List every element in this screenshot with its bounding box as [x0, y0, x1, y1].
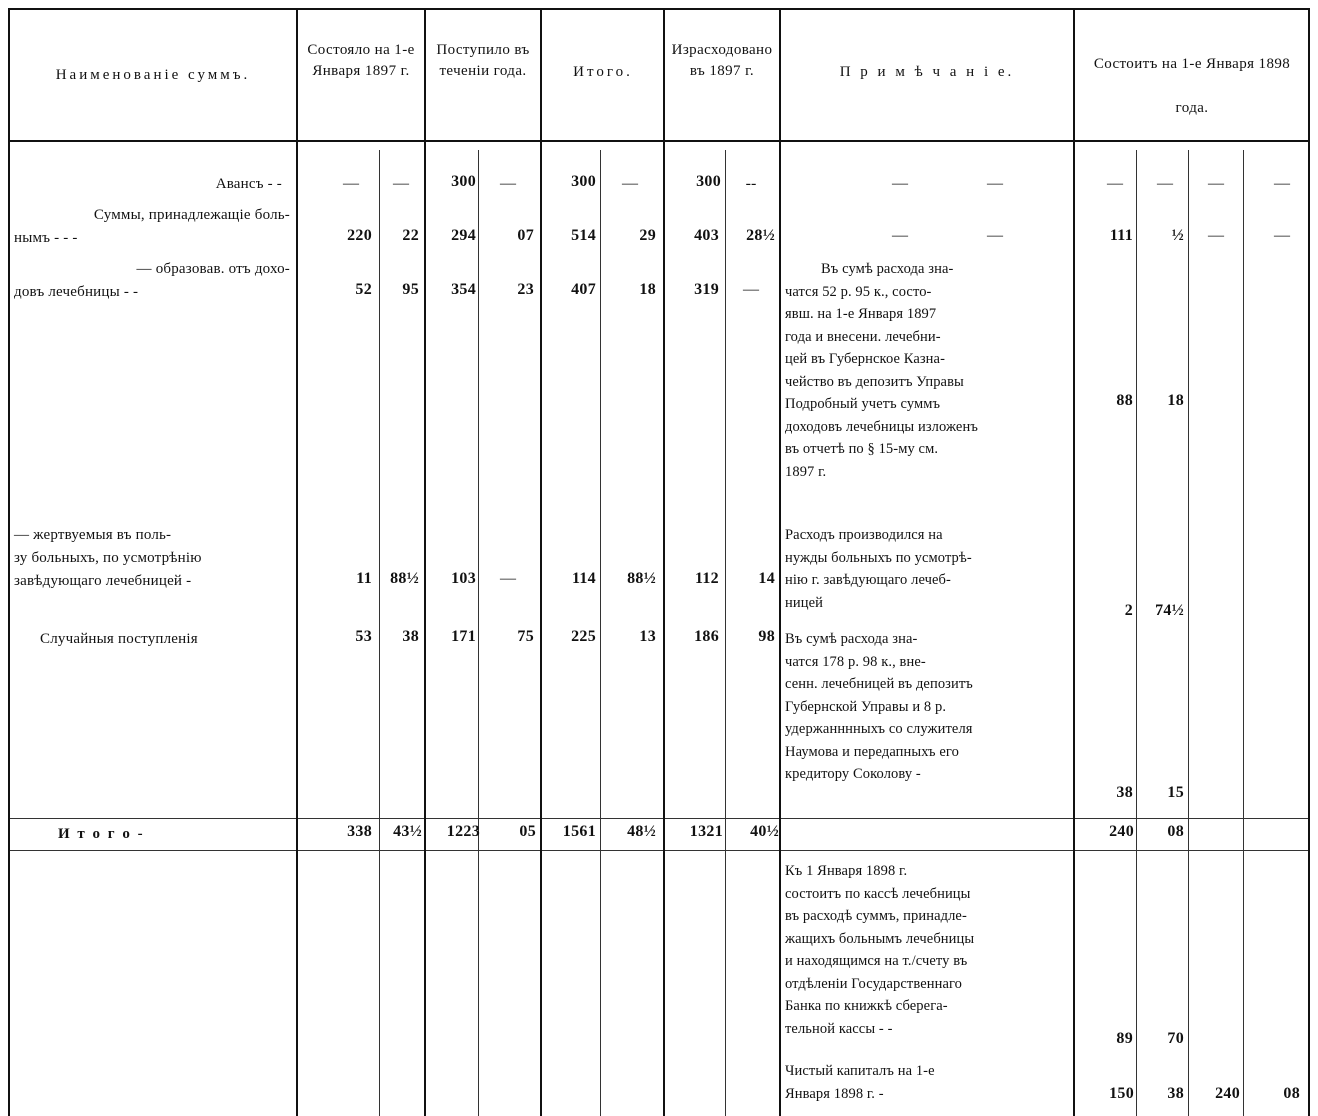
row-label-income-derived-l1: — образовав. отъ дохо- [136, 261, 290, 277]
rule-right-edge [1308, 8, 1310, 1116]
row4-state-r: 11 [356, 570, 372, 587]
note1-rest-r: 88 [1116, 392, 1133, 409]
rule-income-mid [478, 150, 479, 1116]
row2-rest-k: ½ [1171, 227, 1184, 244]
row2-state-r: 220 [347, 227, 372, 244]
rule-names-right [296, 8, 298, 1116]
total-spent-k: 40½ [750, 823, 779, 840]
row5-income-r: 171 [451, 628, 476, 645]
total-income-k: 05 [519, 823, 536, 840]
note-block-3 [785, 628, 1069, 786]
row2-spent-r: 403 [694, 227, 719, 244]
note1-line-4: цей въ Губернское Казна- [785, 351, 946, 367]
rule-rest-mid2 [1188, 150, 1189, 1116]
total-state-k: 43½ [393, 823, 422, 840]
note2-line-2: нію г. завѣдующаго лечеб- [785, 572, 951, 588]
rule-total-mid [600, 150, 601, 1116]
note4-rest-k: 70 [1167, 1030, 1184, 1047]
rule-spent-right [779, 8, 781, 1116]
row5-spent-k: 98 [758, 628, 775, 645]
row2-spent-k: 28½ [746, 227, 775, 244]
row3-total-r: 407 [571, 281, 596, 298]
row3-spent-r: 319 [694, 281, 719, 298]
row4-rest-r: 2 [1124, 602, 1133, 619]
note3-rest-r: 38 [1116, 784, 1133, 801]
row4-income-k: — [500, 570, 516, 587]
row2-rest-r2: — [1208, 227, 1224, 244]
note3-line-3: Губернской Управы и 8 р. [785, 698, 947, 715]
note1-line-7: доходовъ лечебницы изложенъ [785, 418, 978, 435]
row1-spent-r: 300 [696, 173, 721, 190]
total-row-top-border [8, 818, 1310, 819]
header-bottom-border [8, 140, 1310, 142]
row-label-income-derived-l2: довъ лечебницы - - [14, 284, 139, 300]
rule-income-right [540, 8, 542, 1116]
note4-line-1: состоитъ по кассѣ лечебницы [785, 885, 971, 902]
row1-rest-k2: — [1274, 175, 1290, 192]
note4-rest-r: 89 [1116, 1030, 1133, 1047]
row-label-avans: Авансъ - - [215, 176, 282, 192]
row-label-patient-sums-l2: нымъ - - - [14, 230, 78, 246]
frame-top-border [8, 8, 1310, 10]
total-total-r: 1561 [562, 823, 596, 840]
note1-line-1: чатся 52 р. 95 к., состо- [785, 283, 932, 300]
row1-spent-k: -- [745, 175, 757, 192]
note1-line-8: въ отчетѣ по § 15-му см. [785, 441, 939, 457]
rule-left-edge [8, 8, 10, 1116]
row1-state-k: — [393, 175, 409, 192]
header-spent: Израсходовано въ 1897 г. [671, 42, 773, 79]
note-block-5 [785, 1060, 1071, 1105]
note5-rest-r2: 240 [1215, 1085, 1240, 1102]
row1-rest-r2: — [1208, 175, 1224, 192]
row5-income-k: 75 [517, 628, 534, 645]
note-block-2 [785, 524, 1069, 614]
row4-state-k: 88½ [390, 570, 419, 587]
row3-state-r: 52 [355, 281, 372, 298]
note4-line-3: жащихъ больнымъ лечебницы [785, 930, 975, 947]
row2-note-dash-a: — [892, 227, 908, 244]
row3-spent-k: — [743, 281, 759, 298]
note5-rest-k: 38 [1167, 1085, 1184, 1102]
note3-line-1: чатся 178 р. 98 к., вне- [785, 653, 926, 670]
row-label-donated-l3: завѣдующаго лечебницей - [14, 573, 192, 589]
row-label-donated-l1: — жертвуемыя въ поль- [14, 527, 172, 543]
row-label-incidental: Случайныя поступленія [40, 631, 198, 647]
row2-rest-r: 111 [1109, 227, 1133, 244]
header-total: Итого. [573, 64, 633, 80]
rule-total-right [663, 8, 665, 1116]
row-label-patient-sums-l1: Суммы, принадлежащіе боль- [93, 207, 290, 223]
row4-spent-r: 112 [694, 570, 719, 587]
note3-line-0: Въ сумѣ расхода зна- [785, 631, 918, 647]
note2-line-1: нужды больныхъ по усмотрѣ- [785, 549, 972, 566]
note3-line-6: кредитору Соколову - [785, 766, 921, 782]
row3-state-k: 95 [402, 281, 419, 298]
row1-total-k: — [622, 175, 638, 192]
note1-line-5: чейство въ депозитъ Управы [785, 373, 964, 390]
note2-line-0: Расходъ производился на [785, 527, 943, 543]
row5-spent-r: 186 [694, 628, 719, 645]
row1-income-k: — [500, 175, 516, 192]
note1-line-0: Въ сумѣ расхода зна- [821, 261, 954, 277]
note4-line-4: и находящимся на т./счету въ [785, 953, 968, 969]
row1-note-dash-a: — [892, 175, 908, 192]
note3-line-4: удержанннныхъ со служителя [785, 721, 973, 737]
total-rest-r: 240 [1109, 823, 1134, 840]
row3-income-k: 23 [517, 281, 534, 298]
total-total-k: 48½ [627, 823, 656, 840]
note4-line-5: отдѣленіи Государственнаго [785, 975, 963, 992]
note3-line-2: сенн. лечебницей въ депозитъ [785, 676, 973, 692]
total-rest-k: 08 [1167, 823, 1184, 840]
row1-income-r: 300 [451, 173, 476, 190]
rule-note-right [1073, 8, 1075, 1116]
row4-total-k: 88½ [627, 570, 656, 587]
row4-income-r: 103 [451, 570, 476, 587]
row2-state-k: 22 [402, 227, 419, 244]
row5-total-r: 225 [571, 628, 596, 645]
note3-line-5: Наумова и передапныхъ его [785, 743, 959, 760]
row2-note-dash-b: — [987, 227, 1003, 244]
total-state-r: 338 [347, 823, 372, 840]
row3-total-k: 18 [639, 281, 656, 298]
note4-line-6: Банка по книжкѣ сберега- [785, 998, 948, 1014]
row2-income-r: 294 [451, 227, 476, 244]
rule-rest-mid3 [1243, 150, 1244, 1116]
row1-state-r: — [343, 175, 359, 192]
row2-total-k: 29 [639, 227, 656, 244]
note5-rest-r: 150 [1109, 1085, 1134, 1102]
row1-note-dash-b: — [987, 175, 1003, 192]
row2-income-k: 07 [517, 227, 534, 244]
row5-state-r: 53 [355, 628, 372, 645]
note1-line-6: Подробный учетъ суммъ [785, 396, 941, 412]
row3-income-r: 354 [451, 281, 476, 298]
header-state-1898: Состоитъ на 1-е Января 1898 года. [1093, 56, 1291, 116]
row4-total-r: 114 [571, 570, 596, 587]
header-names: Наименованіе суммъ. [55, 67, 251, 83]
total-spent-r: 1321 [689, 823, 723, 840]
note1-line-3: года и внесени. лечебни- [785, 328, 941, 345]
note1-line-9: 1897 г. [785, 463, 827, 480]
note4-line-7: тельной кассы - - [785, 1020, 893, 1037]
row1-total-r: 300 [571, 173, 596, 190]
row4-spent-k: 14 [758, 570, 775, 587]
total-income-r: 1223 [446, 823, 480, 840]
row1-rest-k: — [1157, 175, 1173, 192]
header-note: П р и м ѣ ч а н і е. [839, 64, 1015, 80]
note5-line-0: Чистый капиталъ на 1-е [785, 1063, 935, 1079]
total-row-label: И т о г о - [58, 826, 145, 842]
row5-state-k: 38 [402, 628, 419, 645]
note1-rest-k: 18 [1167, 392, 1184, 409]
note3-rest-k: 15 [1167, 784, 1184, 801]
rule-rest-mid1 [1136, 150, 1137, 1116]
note4-line-0: Къ 1 Января 1898 г. [785, 863, 908, 879]
note1-line-2: явш. на 1-е Января 1897 [785, 306, 937, 322]
row2-total-r: 514 [571, 227, 596, 244]
row4-rest-k: 74½ [1155, 602, 1184, 619]
note5-line-1: Января 1898 г. - [785, 1085, 884, 1102]
header-state-1897: Состояло на 1-е Января 1897 г. [307, 42, 415, 79]
note-block-1 [785, 258, 1069, 483]
note4-line-2: въ расходѣ суммъ, принадле- [785, 908, 967, 924]
note5-rest-k2: 08 [1283, 1085, 1300, 1102]
note-block-4 [785, 860, 1071, 1040]
row2-rest-k2: — [1274, 227, 1290, 244]
note2-line-3: ницей [785, 594, 823, 611]
header-income: Поступило въ теченіи года. [436, 42, 530, 79]
row1-rest-r: — [1107, 175, 1123, 192]
total-row-bottom-border [8, 850, 1310, 851]
row-label-donated-l2: зу больныхъ, по усмотрѣнію [14, 550, 202, 566]
row5-total-k: 13 [639, 628, 656, 645]
